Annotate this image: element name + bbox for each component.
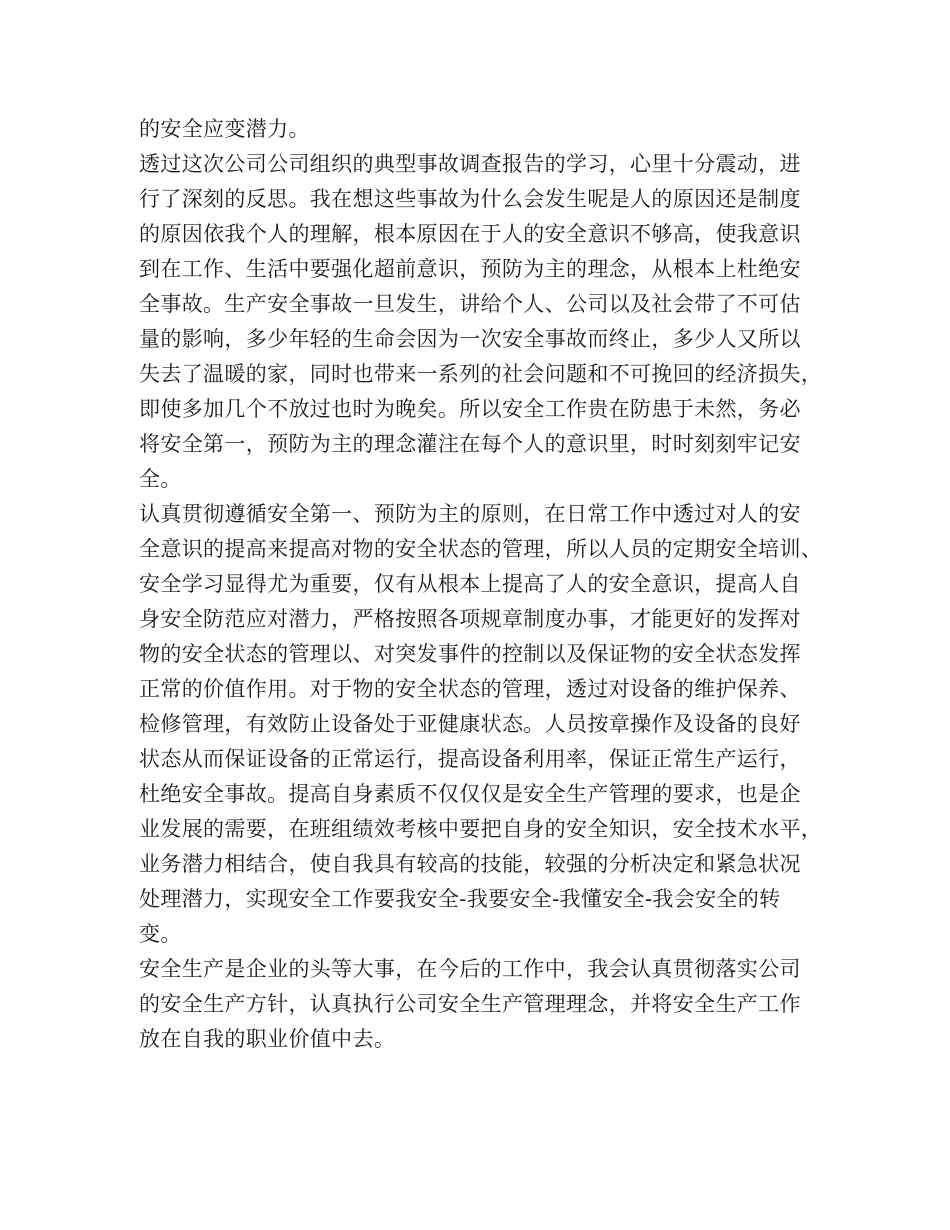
text-line: 身安全防范应对潜力，严格按照各项规章制度办事，才能更好的发挥对	[139, 607, 801, 631]
text-line: 全。	[139, 467, 182, 491]
text-line: 物的安全状态的管理以、对突发事件的控制以及保证物的安全状态发挥	[139, 642, 801, 666]
text-line: 变。	[139, 922, 182, 946]
text-line: 安全学习显得尤为重要，仅有从根本上提高了人的安全意识，提高人自	[139, 572, 801, 596]
text-line: 检修管理，有效防止设备处于亚健康状态。人员按章操作及设备的良好	[139, 712, 801, 736]
text-line: 安全生产是企业的头等大事，在今后的工作中，我会认真贯彻落实公司	[139, 957, 801, 981]
text-line: 的安全应变潜力。	[139, 117, 310, 141]
text-line: 的安全生产方针，认真执行公司安全生产管理理念，并将安全生产工作	[139, 992, 801, 1016]
document-body	[139, 112, 829, 1057]
text-line: 量的影响，多少年轻的生命会因为一次安全事故而终止，多少人又所以	[139, 327, 801, 351]
text-line: 处理潜力，实现安全工作要我安全-我要安全-我懂安全-我会安全的转	[139, 887, 781, 911]
text-line: 状态从而保证设备的正常运行，提高设备利用率，保证正常生产运行，	[139, 747, 801, 771]
text-line: 杜绝安全事故。提高自身素质不仅仅仅是安全生产管理的要求，也是企	[139, 782, 801, 806]
text-line: 正常的价值作用。对于物的安全状态的管理，透过对设备的维护保养、	[139, 677, 801, 701]
text-line: 失去了温暖的家，同时也带来一系列的社会问题和不可挽回的经济损失，	[139, 362, 823, 386]
text-line: 全意识的提高来提高对物的安全状态的管理，所以人员的定期安全培训、	[139, 537, 823, 561]
text-line: 将安全第一，预防为主的理念灌注在每个人的意识里，时时刻刻牢记安	[139, 432, 801, 456]
text-line: 业发展的需要，在班组绩效考核中要把自身的安全知识，安全技术水平，	[139, 817, 823, 841]
text-line: 到在工作、生活中要强化超前意识，预防为主的理念，从根本上杜绝安	[139, 257, 801, 281]
text-line: 透过这次公司公司组织的典型事故调查报告的学习，心里十分震动，进	[139, 152, 801, 176]
text-line: 的原因依我个人的理解，根本原因在于人的安全意识不够高，使我意识	[139, 222, 801, 246]
text-line: 放在自我的职业价值中去。	[139, 1027, 396, 1051]
text-line: 认真贯彻遵循安全第一、预防为主的原则，在日常工作中透过对人的安	[139, 502, 801, 526]
text-line: 全事故。生产安全事故一旦发生，讲给个人、公司以及社会带了不可估	[139, 292, 801, 316]
text-line: 业务潜力相结合，使自我具有较高的技能，较强的分析决定和紧急状况	[139, 852, 801, 876]
text-line: 即使多加几个不放过也时为晚矣。所以安全工作贵在防患于未然，务必	[139, 397, 801, 421]
text-line: 行了深刻的反思。我在想这些事故为什么会发生呢是人的原因还是制度	[139, 187, 801, 211]
